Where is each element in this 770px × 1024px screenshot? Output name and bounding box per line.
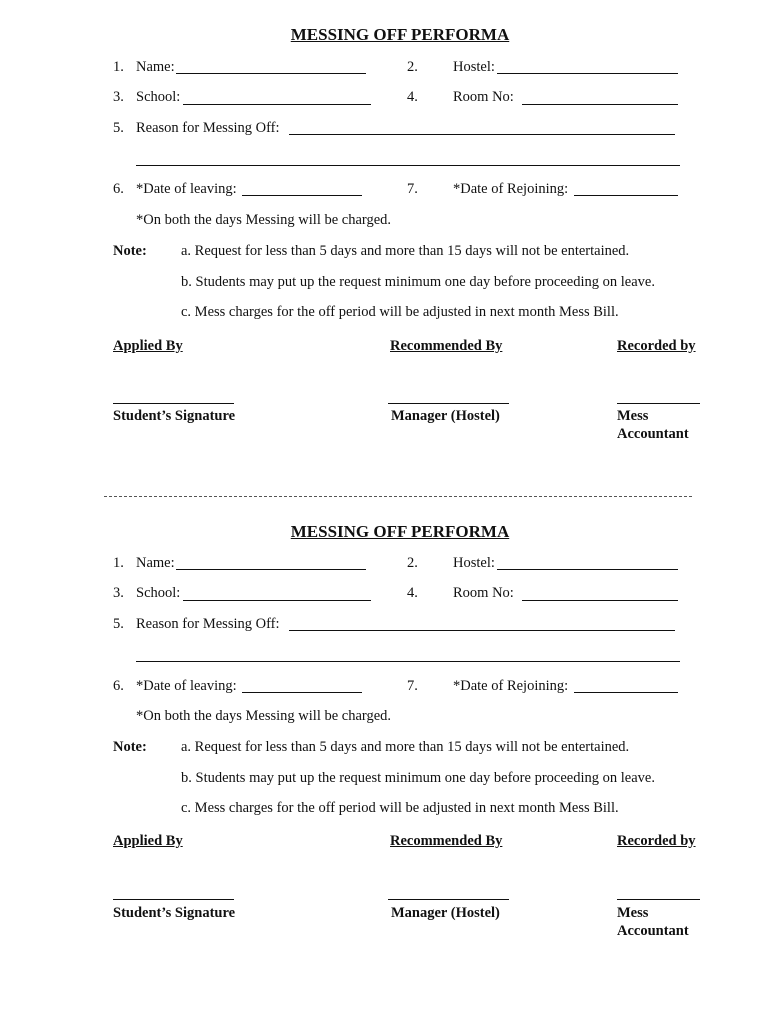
rejoining-date-field[interactable] xyxy=(574,195,678,196)
school-field[interactable] xyxy=(183,104,371,105)
field-number: 4. xyxy=(407,89,418,105)
field-number: 6. xyxy=(113,181,124,197)
field-number: 4. xyxy=(407,585,418,601)
applied-by-heading: Applied By xyxy=(113,338,183,354)
reason-field-line-2[interactable] xyxy=(136,165,680,166)
leaving-date-field[interactable] xyxy=(242,692,362,693)
note-b: b. Students may put up the request minimum one day before proceeding on leave. xyxy=(181,770,655,786)
rejoining-label: *Date of Rejoining: xyxy=(453,181,569,197)
hostel-field[interactable] xyxy=(497,73,678,74)
form-1 xyxy=(0,0,770,490)
name-field[interactable] xyxy=(176,73,366,74)
manager-label: Manager (Hostel) xyxy=(391,408,500,424)
leaving-label: *Date of leaving: xyxy=(136,181,237,197)
accountant-label: Accountant xyxy=(617,923,689,939)
manager-signature-line[interactable] xyxy=(388,403,509,404)
rejoining-label: *Date of Rejoining: xyxy=(453,678,569,694)
note-a: a. Request for less than 5 days and more than 15 days will not be entertained. xyxy=(181,243,630,259)
leaving-date-field[interactable] xyxy=(242,195,362,196)
room-label: Room No: xyxy=(453,585,514,601)
hostel-label: Hostel: xyxy=(453,555,495,571)
applied-by-heading: Applied By xyxy=(113,833,183,849)
note-label: Note: xyxy=(113,243,147,259)
mess-label: Mess xyxy=(617,905,649,921)
recorded-by-heading: Recorded by xyxy=(617,833,696,849)
rejoining-date-field[interactable] xyxy=(574,692,678,693)
field-number: 2. xyxy=(407,59,418,75)
reason-label: Reason for Messing Off: xyxy=(136,616,280,632)
room-field[interactable] xyxy=(522,104,678,105)
manager-signature-line[interactable] xyxy=(388,899,509,900)
student-signature-label: Student’s Signature xyxy=(113,905,236,921)
student-signature-line[interactable] xyxy=(113,403,234,404)
note-c: c. Mess charges for the off period will be adjusted in next month Mess Bill. xyxy=(181,800,619,816)
school-label: School: xyxy=(136,585,181,601)
reason-field[interactable] xyxy=(289,134,675,135)
note-label: Note: xyxy=(113,739,147,755)
form-title: MESSING OFF PERFORMA xyxy=(290,25,510,44)
name-field[interactable] xyxy=(176,569,366,570)
accountant-signature-line[interactable] xyxy=(617,899,700,900)
note-b: b. Students may put up the request minimum one day before proceeding on leave. xyxy=(181,274,655,290)
school-label: School: xyxy=(136,89,181,105)
field-number: 1. xyxy=(113,555,124,571)
field-number: 5. xyxy=(113,616,124,632)
field-number: 7. xyxy=(407,181,418,197)
reason-field-line-2[interactable] xyxy=(136,661,680,662)
recorded-by-heading: Recorded by xyxy=(617,338,696,354)
field-number: 2. xyxy=(407,555,418,571)
accountant-label: Accountant xyxy=(617,426,689,442)
hostel-label: Hostel: xyxy=(453,59,495,75)
manager-label: Manager (Hostel) xyxy=(391,905,500,921)
note-c: c. Mess charges for the off period will be adjusted in next month Mess Bill. xyxy=(181,304,619,320)
leaving-label: *Date of leaving: xyxy=(136,678,237,694)
room-field[interactable] xyxy=(522,600,678,601)
field-number: 5. xyxy=(113,120,124,136)
field-number: 3. xyxy=(113,585,124,601)
field-number: 7. xyxy=(407,678,418,694)
field-number: 6. xyxy=(113,678,124,694)
name-label: Name: xyxy=(136,555,175,571)
form-title: MESSING OFF PERFORMA xyxy=(290,522,510,541)
reason-label: Reason for Messing Off: xyxy=(136,120,280,136)
mess-label: Mess xyxy=(617,408,649,424)
student-signature-label: Student’s Signature xyxy=(113,408,236,424)
recommended-by-heading: Recommended By xyxy=(390,338,503,354)
student-signature-line[interactable] xyxy=(113,899,234,900)
recommended-by-heading: Recommended By xyxy=(390,833,503,849)
charged-note: *On both the days Messing will be charged. xyxy=(136,708,392,724)
field-number: 1. xyxy=(113,59,124,75)
name-label: Name: xyxy=(136,59,175,75)
form-2 xyxy=(0,497,770,987)
room-label: Room No: xyxy=(453,89,514,105)
reason-field[interactable] xyxy=(289,630,675,631)
school-field[interactable] xyxy=(183,600,371,601)
accountant-signature-line[interactable] xyxy=(617,403,700,404)
field-number: 3. xyxy=(113,89,124,105)
charged-note: *On both the days Messing will be charged. xyxy=(136,212,392,228)
hostel-field[interactable] xyxy=(497,569,678,570)
note-a: a. Request for less than 5 days and more than 15 days will not be entertained. xyxy=(181,739,630,755)
